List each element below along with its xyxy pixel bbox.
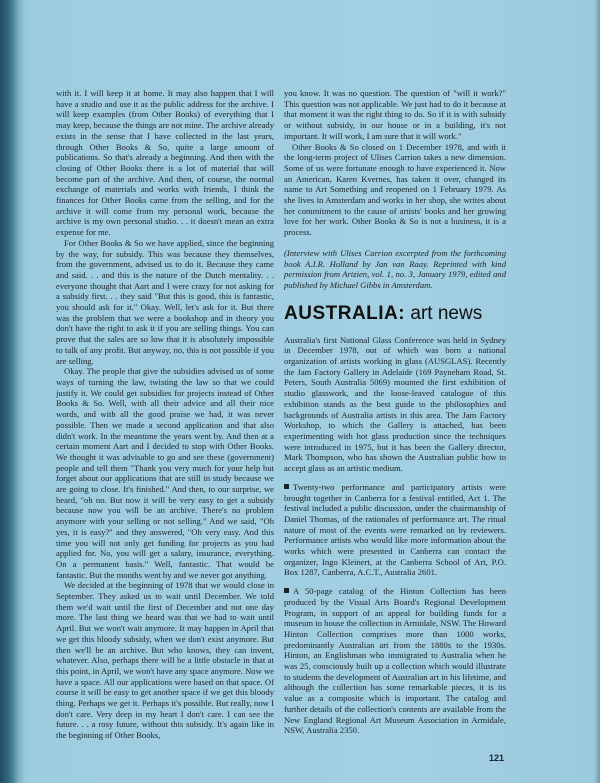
section-heading-bold: AUSTRALIA: — [284, 302, 406, 324]
news-item-glass: Australia's first National Glass Conference was held in Sydney in December 1978, out of which was born a national organization of artists working in glass (AUSGLAS). Recently the Jam Factory Gallery in Adelaide (169 Payneham Road, St. Peters, South Australia 5069) mounted the first exhibition of studio glasswork, and the loose-leaved catalogue of this exhibition stands as the best guide to the philosophies and backgrounds of Australia artists in this area. The Jam Factory Workshop, to which the Gallery is attached, has been experimenting with hot glass production since the techniques were introduced in 1975, but it has been the Gallery director, Mark Thompson, who has shown the Australian public how to accept glass as an artistic medium. — [284, 334, 506, 474]
interview-paragraph-2: For Other Books & So we have applied, since the beginning by the way, for subsidy. This was because they themselves, from the government, advised us to do it. Because they came and said. . . and this is the nature of the Dutch mentality. . . everyone thought that Aart and I were crazy for not asking for a subsidy first. . . they said "But this is good, this is fantastic, you should ask for it." Okay. Well, let's ask for it. But there was the problem that we were a bookshop and in theory you don't have the right to ask it if you are selling things. You can prove that the sales are so low that it is absolutely impossible to talk of any profit. But anyway, no, this is not possible if you are selling. — [56, 237, 274, 366]
section-heading — [284, 303, 506, 325]
page-number: 121 — [489, 753, 505, 763]
news-item-hinton: A 50-page catalog of the Hinton Collection has been produced by the Visual Arts Board's Regional Development Program, in support of an appeal for building funds for a museum to house the collection in Armidale, NSW. The Howard Hinton Collection comprises more than 1000 works, predominantly Australian art from the 1880s to the 1930s. Hinton, an Englishman who immigrated to Australia when he was 25, consciously built up a collection which would illustrate to students the development of Australian art in his lifetime, and although the collection has some remarkable pieces, it is its value as a composite which is important. The catalog and further details of the collection's contents are available from the New England Regional Art Museum Association in Armidale, NSW, Australia 2350. — [284, 586, 506, 736]
interview-paragraph-4: We decided at the beginning of 1978 that we would close in September. They asked us to wait until December. We told them we'd wait until the first of December and not one day more. The last thing we heard was that we had to wait until April. But we won't wait anymore. It may happen in April that we get this bloody subsidy, when we don't exist anymore. But then we'll be an archive. But who knows, they can invent, whatever. Also, perhaps there will be a little obstacle in that at this point, in April, we won't have any space anymore. Now we have a space. All our applications were based on that space. Of course it will be easy to get another space if we get this bloody thing. Perhaps we get it. Perhaps it's possible. But really, now I don't care. Very deep in my heart I don't care. I can see the future. . . a rosy future, without this subsidy. It's again like in the beginning of Other Books, — [56, 580, 274, 741]
source-note: (Interview with Ulises Carrion excerpted from the forthcoming book A.I.R. Holland by Jan van Raay. Reprinted with kind permission from Artzien, vol. 1, no. 3, January 1979, edited and published by Michael Gibbs in Amsterdam. — [284, 247, 506, 290]
section-heading-light: art news — [410, 302, 483, 324]
binding-gutter — [0, 0, 24, 783]
interview-paragraph-3: Okay. The people that give the subsidies advised us of some ways of turning the law, twisting the law so that we could justify it. We could get subsidies for projects instead of Other Books & So. Well, with all their advice and all their nice words, and with all the good praise we had, it was never possible. Then we made a second application and that also didn't work. In the meantime the years went by. And then at a certain moment Aart and I decided to stop with Other Books. We thought it was advisable to go and see these (government) people and tell them "Thank you very much for your help but forget about our applications that are still in study because we are going to close. It's finished." And then, to our surprise, we heard, "oh no. But now it will be very easy to get a subsidy because now you will be an archive. There's no problem anymore with your selling or not selling." And we said, "Oh yes, it is easy?" and they answered, "Oh very easy. And this time you will not only get funding for projects as you had applied for. No, you will get a salary, insurance, everything. On a permanent basis." Well, fantastic. That would be fantastic. But the months went by and we never got anything. — [56, 366, 274, 580]
news-item-performance: Twenty-two performance and participatory artists were brought together in Canberra for a festival entitled, Act 1. The festival included a public discussion, under the chairmanship of Daniel Thomas, of the rationales of performance art. The ritual nature of most of the events were remarked on by reviewers. Performance artists who would like more information about the works which were presented in Canberra can contact the organizer, Ingo Kleinert, at the Canberra School of Art, P.O. Box 1287, Canberra, A.C.T., Australia 2601. — [284, 481, 506, 578]
page-edge-shadow — [594, 0, 600, 783]
right-column — [284, 88, 506, 736]
left-column — [56, 88, 274, 741]
interview-paragraph-5: you know. It was no question. The question of "will it work?" This question was not applicable. We just had to do it because at that moment it was the right thing to do. So if it is with subsidy or without subsidy, in our house or in a building, it's not important. It will work, I am sure that it will work." — [284, 88, 506, 141]
interview-paragraph-1: with it. I will keep it at home. It may also happen that I will have a studio and use it as the public address for the archive. I will keep examples (from Other Books) of everything that I may keep, because the things are not mine. The archive already exists in the sense that I have collected in the last years, through Other Books & So, quite a large amount of publications. So that's already a beginning. And then with the closing of Other Books there is a lot of material that will become part of the archive. And then, of course, the normal exchange of materials and works with friends, I think the finances for Other Books came from the selling, and for the archive it will come from my personal work, because the archive is my own personal studio. . . it doesn't mean an extra expense for me. — [56, 88, 274, 238]
closing-paragraph: Other Books & So closed on 1 December 1978, and with it the long-term project of Ulises Carrion takes a new dimension. Some of us were fortunate enough to have experienced it. Now an American, Karen Kvernes, has taken it over, changed its name to Art Something and reopened on 1 February 1979. As she lives in Amsterdam and works in her shop, she writes about her commitment to the cause of artists' books and her growing love for her work. Other Books & So is not a business, it is a process. — [284, 141, 506, 238]
